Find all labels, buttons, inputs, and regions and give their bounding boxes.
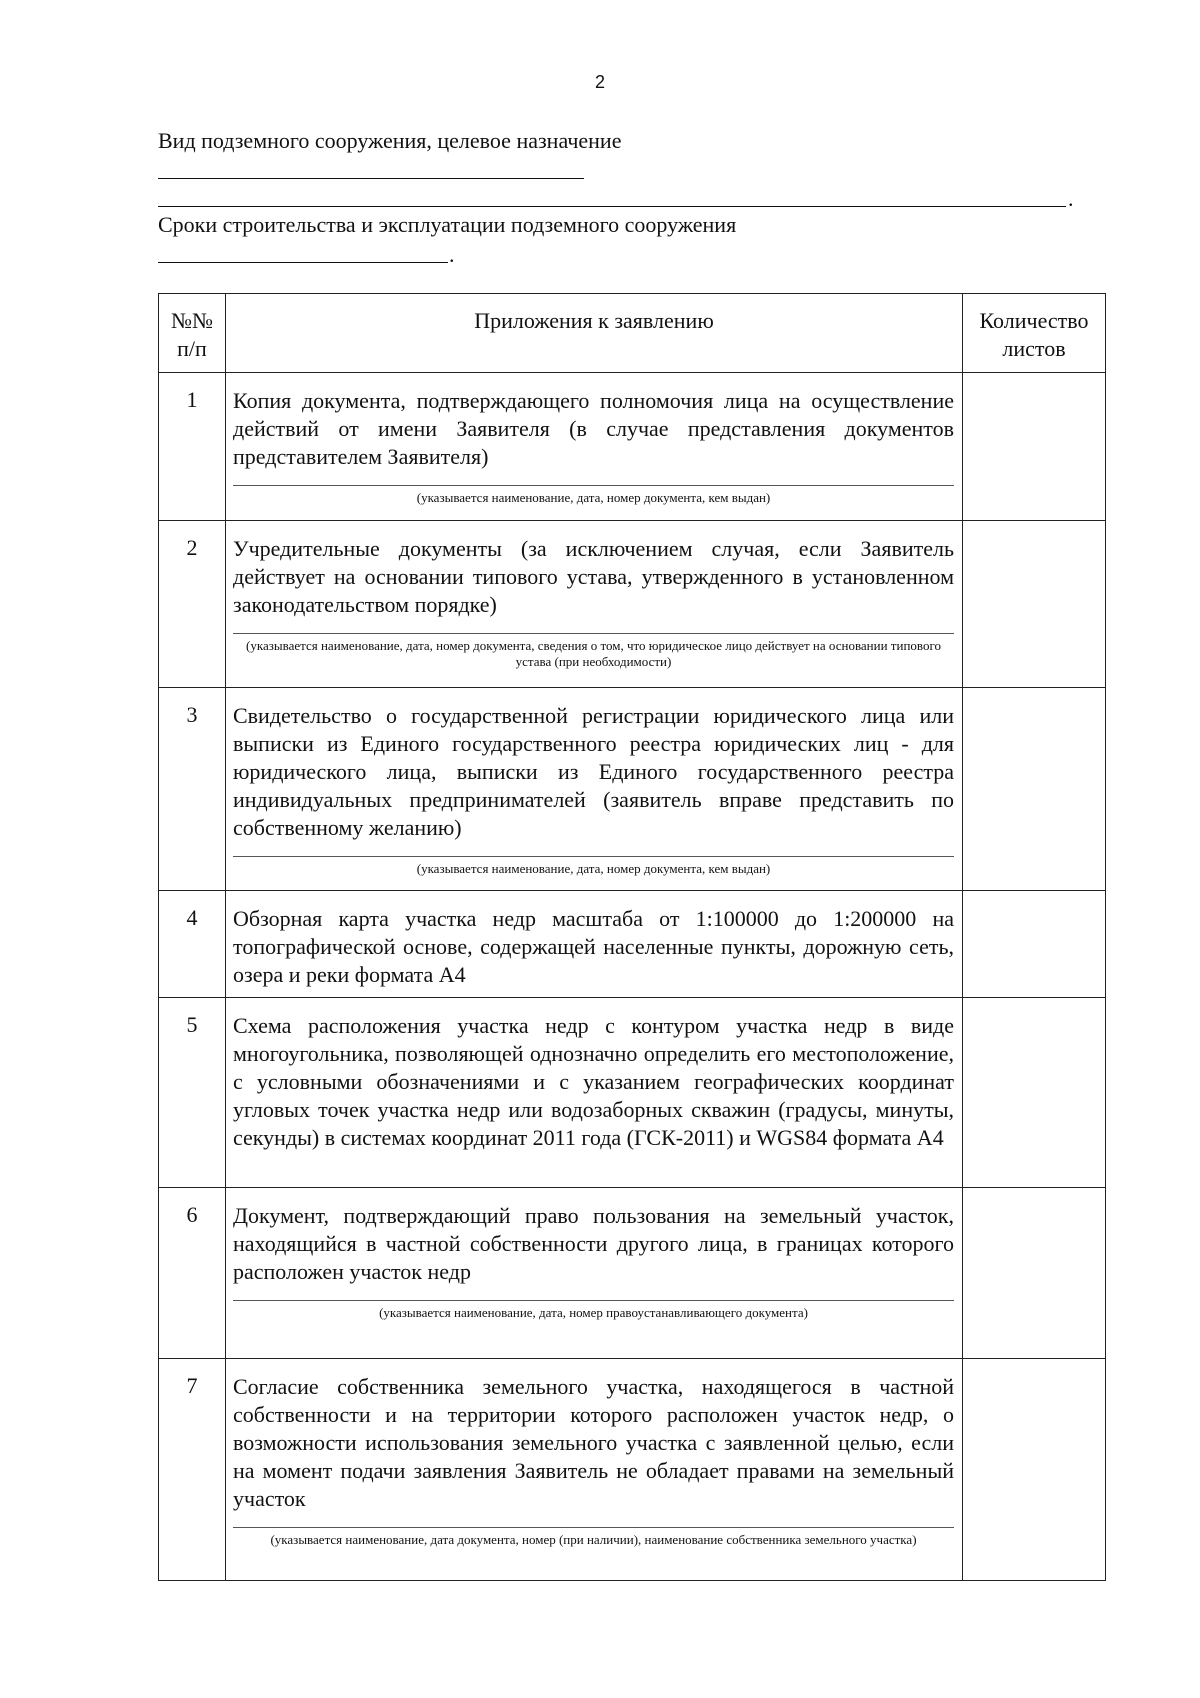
header-attachments: Приложения к заявлению	[226, 294, 963, 373]
row-text: Учредительные документы (за исключением случая, если Заявитель действует на основании типового устава, утвержденного в установленном законодательством порядке)	[233, 536, 954, 617]
terms-label: Сроки строительства и эксплуатации подземного сооружения	[158, 212, 737, 237]
table-row	[159, 891, 1106, 998]
row-number: 2	[159, 521, 226, 688]
structure-type-blank-2[interactable]	[158, 206, 1066, 207]
sheet-count-cell[interactable]	[963, 891, 1106, 998]
sheet-count-cell[interactable]	[963, 373, 1106, 521]
row-hint: (указывается наименование, дата, номер документа, кем выдан)	[416, 490, 771, 505]
table-row	[159, 688, 1106, 891]
row-number: 6	[159, 1188, 226, 1359]
row-hint: (указывается наименование, дата, номер правоустанавливающего документа)	[379, 1305, 808, 1320]
row-hint: (указывается наименование, дата, номер документа, кем выдан)	[416, 861, 771, 876]
row-description	[226, 998, 963, 1188]
table-row	[159, 998, 1106, 1188]
row-hint: (указывается наименование, дата документа, номер (при наличии), наименование собственника земельного участка)	[270, 1532, 917, 1547]
row-description	[226, 1359, 963, 1581]
terms-end-period: .	[449, 242, 455, 267]
row-text: Схема расположения участка недр с контуром участка недр в виде многоугольника, позволяющей однозначно определить его местоположение, с условными обозначениями и с указанием географических координат угловых точек участка недр или водозаборных скважин (градусы, минуты, секунды) в системах координат 2011 года (ГСК-2011) и WGS84 формата А4	[233, 1013, 954, 1150]
sheet-count-cell[interactable]	[963, 1188, 1106, 1359]
row-hint: (указывается наименование, дата, номер документа, сведения о том, что юридическое лицо действует на основании типового устава (при необходимости)	[246, 638, 941, 669]
row-number: 5	[159, 998, 226, 1188]
table-row	[159, 1359, 1106, 1581]
row-number: 1	[159, 373, 226, 521]
structure-type-label: Вид подземного сооружения, целевое назначение	[158, 128, 622, 153]
terms-blank[interactable]	[158, 262, 448, 263]
table-header-row	[159, 294, 1106, 373]
header-num: №№ п/п	[159, 294, 226, 373]
row-text: Свидетельство о государственной регистрации юридического лица или выписки из Единого государственного реестра юридических лиц - для юридического лица, выписки из Единого государственного реестра индивидуальных предпринимателей (заявитель вправе представить по собственному желанию)	[233, 703, 954, 840]
row-text: Обзорная карта участка недр масштаба от 1:100000 до 1:200000 на топографической основе, содержащей населенные пункты, дорожную сеть, озера и реки формата А4	[233, 906, 954, 987]
table-row	[159, 373, 1106, 521]
page-number: 2	[594, 72, 605, 92]
sheet-count-cell[interactable]	[963, 998, 1106, 1188]
row-text: Копия документа, подтверждающего полномочия лица на осуществление действий от имени Заявителя (в случае представления документов представителем Заявителя)	[233, 388, 954, 469]
row-text: Согласие собственника земельного участка, находящегося в частной собственности и на территории которого расположен участок недр, о возможности использования земельного участка с заявленной целью, если на момент подачи заявления Заявитель не обладает правами на земельный участок	[233, 1374, 954, 1511]
row-description	[226, 521, 963, 688]
table-row	[159, 521, 1106, 688]
header-count: Количество листов	[963, 294, 1106, 373]
row-description	[226, 1188, 963, 1359]
table-row	[159, 1188, 1106, 1359]
line-end-period: .	[1068, 186, 1074, 211]
row-number: 4	[159, 891, 226, 998]
row-number: 7	[159, 1359, 226, 1581]
row-text: Документ, подтверждающий право пользования на земельный участок, находящийся в частной собственности другого лица, в границах которого расположен участок недр	[233, 1203, 954, 1284]
sheet-count-cell[interactable]	[963, 1359, 1106, 1581]
sheet-count-cell[interactable]	[963, 521, 1106, 688]
row-description	[226, 373, 963, 521]
row-description	[226, 688, 963, 891]
structure-type-blank-1[interactable]	[158, 178, 584, 179]
sheet-count-cell[interactable]	[963, 688, 1106, 891]
row-number: 3	[159, 688, 226, 891]
attachments-table	[158, 293, 1106, 1581]
row-description	[226, 891, 963, 998]
